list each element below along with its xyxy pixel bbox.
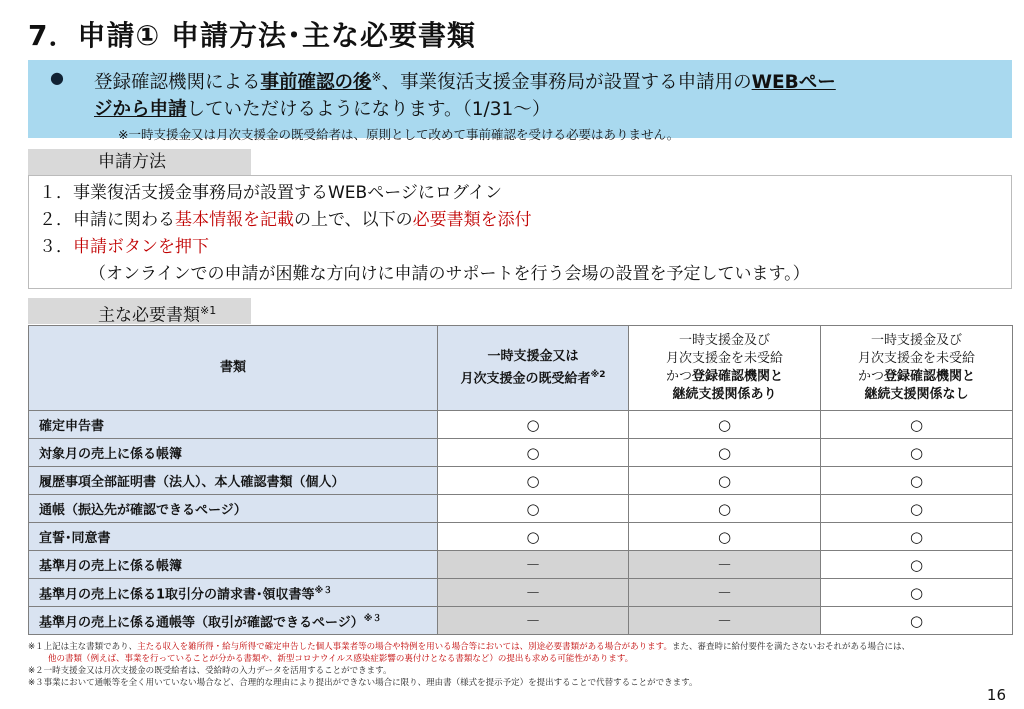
- header-line: 継続支援関係あり: [672, 387, 777, 402]
- mark-cell: [438, 495, 629, 523]
- doc-name-text: 基準月の売上に係る通帳等（取引が確認できるページ）: [39, 615, 364, 631]
- page-title: 7．申請① 申請方法･主な必要書類: [28, 19, 476, 52]
- summary-banner: [28, 60, 1012, 143]
- step-number: ３．: [39, 237, 73, 257]
- header-prior-recipients: [438, 326, 629, 411]
- mark-cell: [629, 579, 821, 607]
- table-row: [29, 607, 1013, 635]
- table-row: [29, 411, 1013, 439]
- doc-name-text: 履歴事項全部証明書（法人）、本人確認書類（個人）: [39, 475, 345, 490]
- doc-name: [29, 411, 438, 439]
- mark: －: [525, 556, 541, 574]
- mark-cell: [821, 411, 1013, 439]
- doc-name-sup: ※３: [363, 613, 382, 624]
- banner-text: [56, 64, 1002, 123]
- table-row: [29, 551, 1013, 579]
- mark: ○: [526, 527, 540, 546]
- mark: －: [525, 612, 541, 630]
- method-step-3-note: （オンラインでの申請が困難な方向けに申請のサポートを行う会場の設置を予定しています。）: [89, 264, 810, 284]
- step-text: の上で、以下の: [294, 210, 413, 230]
- mark: ○: [526, 415, 540, 434]
- step-number: ２．: [39, 210, 73, 230]
- mark: －: [716, 612, 732, 630]
- doc-name: [29, 523, 438, 551]
- doc-name-text: 確定申告書: [39, 419, 105, 434]
- doc-name: [29, 551, 438, 579]
- header-non-recipients-with-support: [629, 326, 821, 411]
- header-line: 月次支援金を未受給: [857, 351, 975, 366]
- mark: ○: [909, 415, 924, 434]
- step-number: １．: [39, 183, 73, 203]
- footnote-1-cont: 他の書類（例えば、事業を行っていることが分かる書類や、新型コロナウイルス感染症影響の裏付けとなる書類など）の提出も求める可能性があります。: [48, 654, 634, 664]
- mark: －: [716, 584, 732, 602]
- doc-name-sup: ※３: [314, 585, 333, 596]
- mark: －: [716, 556, 732, 574]
- required-docs-table: [28, 325, 1013, 635]
- mark-cell: [438, 523, 629, 551]
- footnote-3: ※３事業において通帳等を全く用いていない場合など、合理的な理由により提出ができない場合に限り、理由書（様式を提示予定）を提出することで代替することができます。: [28, 678, 698, 688]
- mark-cell: [821, 607, 1013, 635]
- mark: ○: [526, 499, 540, 518]
- docs-label-sup: ※1: [200, 304, 217, 317]
- step-highlight: 申請ボタンを押下: [73, 237, 209, 257]
- header-line: 登録確認機関と: [884, 369, 976, 384]
- header-line: 継続支援関係なし: [864, 387, 969, 402]
- doc-name-text: 基準月の売上に係る帳簿: [39, 559, 183, 574]
- docs-section-label: [28, 298, 251, 324]
- mark-cell: [821, 467, 1013, 495]
- mark: ○: [717, 415, 732, 434]
- banner-emphasis: WEBペー: [751, 72, 836, 94]
- doc-name: [29, 579, 438, 607]
- method-step-1: [39, 180, 1011, 207]
- mark-cell: [821, 439, 1013, 467]
- mark: ○: [717, 527, 732, 546]
- header-line: 月次支援金を未受給: [665, 351, 783, 366]
- banner-text-part: していただけるようになります。（1/31～）: [186, 99, 551, 121]
- doc-name-text: 宣誓･同意書: [39, 531, 111, 546]
- method-step-2: [39, 207, 1011, 234]
- doc-name-text: 通帳（振込先が確認できるページ）: [39, 503, 247, 518]
- table-row: [29, 495, 1013, 523]
- footnote-2: ※２一時支援金又は月次支援金の既受給者は、受給時の入力データを活用することができます。: [28, 666, 392, 676]
- header-line: 一時支援金又は: [487, 348, 579, 364]
- mark-cell: [438, 411, 629, 439]
- mark-cell: [821, 579, 1013, 607]
- mark-cell: [438, 551, 629, 579]
- mark: ○: [909, 611, 924, 630]
- banner-note: ※一時支援金又は月次支援金の既受給者は、原則として改めて事前確認を受ける必要はありません。: [118, 127, 680, 143]
- method-step-3: [39, 234, 1011, 261]
- mark-cell: [821, 495, 1013, 523]
- banner-emphasis: 事前確認の後: [260, 72, 372, 94]
- mark-cell: [629, 551, 821, 579]
- footnote-highlight: 主たる収入を雑所得・給与所得で確定申告した個人事業者等の場合や特例を用いる場合等においては、別途必要書類がある場合があります。: [137, 642, 672, 652]
- method-box: [28, 175, 1012, 289]
- footnote-text: また、審査時に給付要件を満たさないおそれがある場合には、: [671, 642, 910, 652]
- header-line: 一時支援金及び: [678, 333, 770, 348]
- mark: ○: [526, 443, 540, 462]
- header-line: かつ: [665, 369, 692, 384]
- mark-cell: [438, 607, 629, 635]
- table-row: [29, 523, 1013, 551]
- doc-name-text: 対象月の売上に係る帳簿: [39, 447, 183, 462]
- footnote-text: ※１上記は主な書類であり、: [28, 642, 138, 652]
- table-row: [29, 439, 1013, 467]
- banner-sup: ※: [371, 70, 382, 84]
- table-row: [29, 467, 1013, 495]
- mark-cell: [438, 467, 629, 495]
- mark-cell: [629, 495, 821, 523]
- method-section-label: 申請方法: [28, 149, 251, 175]
- banner-emphasis: ジから申請: [94, 99, 187, 121]
- docs-label-text: 主な必要書類: [98, 305, 200, 326]
- header-line: 月次支援金の既受給者: [460, 371, 591, 387]
- table-header-row: [29, 326, 1013, 411]
- mark-cell: [629, 439, 821, 467]
- doc-name: [29, 439, 438, 467]
- page-number: 16: [986, 686, 1006, 704]
- mark: ○: [909, 443, 924, 462]
- mark-cell: [438, 439, 629, 467]
- mark-cell: [438, 579, 629, 607]
- step-text: 申請に関わる: [73, 210, 175, 230]
- header-sup: ※2: [590, 369, 606, 380]
- step-highlight: 基本情報を記載: [175, 210, 294, 230]
- header-line: 登録確認機関と: [692, 369, 784, 384]
- bullet-icon: ●: [50, 68, 64, 87]
- mark: －: [525, 584, 541, 602]
- step-highlight: 必要書類を添付: [412, 210, 532, 230]
- footnotes: [28, 641, 1012, 689]
- footnote-1: [28, 641, 1012, 653]
- mark: ○: [717, 499, 732, 518]
- mark-cell: [629, 467, 821, 495]
- mark: ○: [909, 527, 924, 546]
- header-documents: 書類: [29, 326, 438, 411]
- banner-text-part: 登録確認機関による: [94, 72, 261, 94]
- mark: ○: [909, 471, 924, 490]
- step-text: 事業復活支援金事務局が設置するWEBページにログイン: [73, 183, 503, 203]
- header-non-recipients-without-support: [821, 326, 1013, 411]
- doc-name: [29, 495, 438, 523]
- mark: ○: [909, 583, 924, 602]
- mark-cell: [821, 551, 1013, 579]
- doc-name: [29, 607, 438, 635]
- mark: ○: [909, 555, 924, 574]
- header-line: かつ: [857, 369, 884, 384]
- mark-cell: [629, 523, 821, 551]
- header-line: 一時支援金及び: [870, 333, 962, 348]
- mark-cell: [629, 607, 821, 635]
- doc-name: [29, 467, 438, 495]
- mark: ○: [526, 471, 540, 490]
- mark-cell: [821, 523, 1013, 551]
- doc-name-text: 基準月の売上に係る1取引分の請求書･領収書等: [39, 587, 315, 603]
- banner-text-part: 、事業復活支援金事務局が設置する申請用の: [381, 72, 752, 94]
- mark: ○: [717, 443, 732, 462]
- table-row: [29, 579, 1013, 607]
- mark: ○: [909, 499, 924, 518]
- mark: ○: [717, 471, 732, 490]
- mark-cell: [629, 411, 821, 439]
